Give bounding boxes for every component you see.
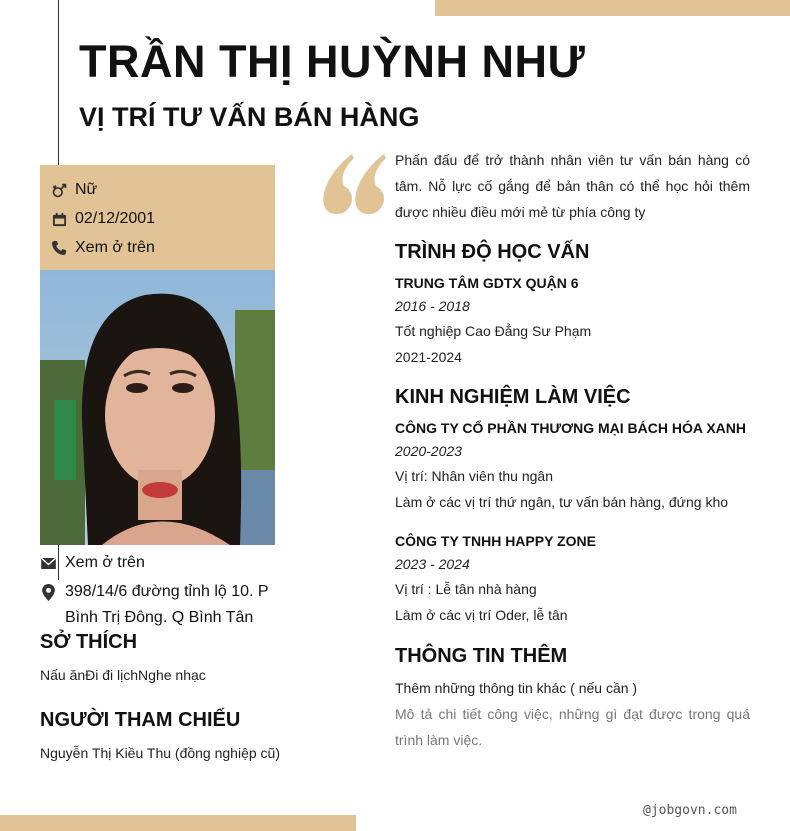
job-2-role: Vị trí : Lễ tân nhà hàng: [395, 581, 537, 597]
email-row: [40, 550, 145, 576]
footer-watermark: @jobgovn.com: [643, 803, 737, 818]
education-degree: Tốt nghiệp Cao Đẳng Sư Phạm: [395, 323, 592, 339]
references-heading: NGƯỜI THAM CHIẾU: [40, 709, 241, 731]
phone-icon: [50, 239, 68, 257]
address-text: [65, 579, 269, 631]
email-value: Xem ở trên: [65, 554, 145, 571]
job-position: VỊ TRÍ TƯ VẤN BÁN HÀNG: [79, 102, 420, 132]
hobbies-heading: SỞ THÍCH: [40, 631, 138, 653]
education-years: 2021-2024: [395, 349, 462, 365]
job-1-description: Làm ở các vị trí thứ ngân, tư vấn bán hàng, đứng kho: [395, 494, 729, 510]
bottom-accent-bar: [0, 815, 356, 831]
job-2-period: 2023 - 2024: [395, 556, 470, 572]
education-period: 2016 - 2018: [395, 298, 470, 314]
education-heading: TRÌNH ĐỘ HỌC VẤN: [395, 241, 590, 263]
hobbies-text: Nấu ănĐi đi lịchNghe nhạc: [40, 667, 206, 683]
gender-value: Nữ: [75, 181, 98, 198]
candidate-name: TRẦN THỊ HUỲNH NHƯ: [79, 36, 586, 87]
additional-info-heading: THÔNG TIN THÊM: [395, 645, 568, 667]
phone-row: [50, 239, 155, 257]
school-name: TRUNG TÂM GDTX QUẬN 6: [395, 275, 579, 291]
calendar-icon: [50, 210, 68, 228]
job-2-description: Làm ở các vị trí Oder, lễ tân: [395, 607, 568, 623]
job-2-company: CÔNG TY TNHH HAPPY ZONE: [395, 533, 596, 549]
job-1-period: 2020-2023: [395, 443, 462, 459]
experience-heading: KINH NGHIỆM LÀM VIỆC: [395, 386, 631, 408]
quote-icon: [322, 150, 388, 216]
address-line-1: 398/14/6 đường tỉnh lộ 10. P: [65, 583, 269, 600]
gender-row: [50, 181, 97, 199]
address-line-2: Bình Trị Đông. Q Bình Tân: [65, 609, 254, 626]
birthdate-row: [50, 210, 155, 228]
address-row: [40, 579, 269, 631]
profile-photo: [40, 270, 275, 545]
divider-line-top: [58, 0, 59, 165]
personal-info-box: [40, 165, 275, 270]
location-icon: [40, 579, 56, 605]
job-1-role: Vị trí: Nhân viên thu ngân: [395, 468, 553, 484]
career-objective: Phấn đấu để trở thành nhân viên tư vấn bán hàng có tâm. Nỗ lực cố gắng để bản thân có thể học hỏi thêm được nhiều điều mới mẻ từ phía công ty: [395, 152, 750, 220]
birthdate-value: 02/12/2001: [75, 210, 156, 227]
top-accent-bar: [435, 0, 790, 16]
email-icon: [40, 550, 56, 576]
references-text: Nguyễn Thị Kiều Thu (đồng nghiệp cũ): [40, 745, 280, 761]
additional-info-description: Mô tả chi tiết công việc, những gì đạt được trong quá trình làm việc.: [395, 706, 750, 748]
phone-value: Xem ở trên: [75, 239, 155, 256]
gender-icon: [50, 181, 68, 199]
additional-info-text: Thêm những thông tin khác ( nếu cần ): [395, 680, 638, 696]
job-1-company: CÔNG TY CỔ PHẦN THƯƠNG MẠI BÁCH HÓA XANH: [395, 420, 747, 436]
